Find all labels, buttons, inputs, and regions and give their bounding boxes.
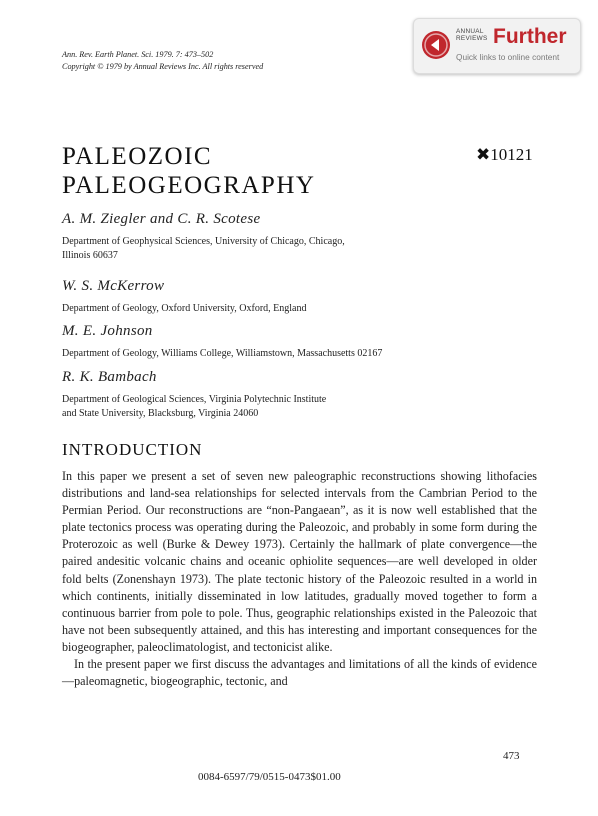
title-line-2: PALEOGEOGRAPHY [62,172,316,199]
citation-line-2: Copyright © 1979 by Annual Reviews Inc. All rights reserved [62,61,264,71]
further-label: Further [493,25,567,48]
author-affiliation: Department of Geology, Williams College, Williamstown, Massachusetts 02167 [62,348,383,359]
journal-citation [62,49,263,72]
citation-line-1: Ann. Rev. Earth Planet. Sci. 1979. 7: 473–502 [62,50,214,59]
article-code: ✖10121 [476,145,533,164]
section-heading: INTRODUCTION [62,440,203,459]
paragraph: In the present paper we first discuss the advantages and limitations of all the kinds of evidence—paleomagnetic, biogeographic, tectonic, and [62,657,537,689]
paragraph: In this paper we present a set of seven new paleographic reconstructions showing lithofacies distributions and land-sea relationships for selected intervals from the Cambrian Period to the Permian Period. Our reconstructions are “non-Pangaean”, as it is now well established that the plate tectonics process was operating during the Paleozoic, and probably in some form during the Proterozoic as well (Burke & Dewey 1973). Certainly the hallmark of plate convergence—the paired andesitic volcanic chains and oceanic ophiolite sequences—are well developed in older fold belts (Zonenshayn 1973). The plate tectonic history of the Paleozoic resulted in a world in which continents, initially disseminated in low latitudes, gradually moved together to form a continuous barrier from pole to pole. Thus, geographic relationships existed in the Paleozoic that have not been subsequently attained, and this has interesting and important consequences for the biogeographer, paleoclimatologist, and tectonicist alike. [62,469,537,654]
author-name: A. M. Ziegler and C. R. Scotese [62,211,261,227]
author-affiliation: Department of Geophysical Sciences, University of Chicago, Chicago, Illinois 60637 [62,236,345,261]
annual-reviews-logo-text: ANNUAL REVIEWS [456,28,488,43]
price-code: 0084-6597/79/0515-0473$01.00 [198,771,341,783]
author-name: W. S. McKerrow [62,278,165,294]
page-number: 473 [503,750,520,762]
body-text [62,468,537,690]
quick-links-label: Quick links to online content [456,52,560,62]
author-name: M. E. Johnson [62,323,153,339]
author-affiliation: Department of Geology, Oxford University, Oxford, England [62,303,307,314]
article-title [62,142,315,200]
author-affiliation: Department of Geological Sciences, Virginia Polytechnic Institute and State University, Blacksburg, Virginia 24060 [62,394,327,419]
further-links-badge[interactable] [413,18,581,74]
author-name: R. K. Bambach [62,369,157,385]
title-line-1: PALEOZOIC [62,143,213,170]
arrow-circle-icon [422,31,450,59]
